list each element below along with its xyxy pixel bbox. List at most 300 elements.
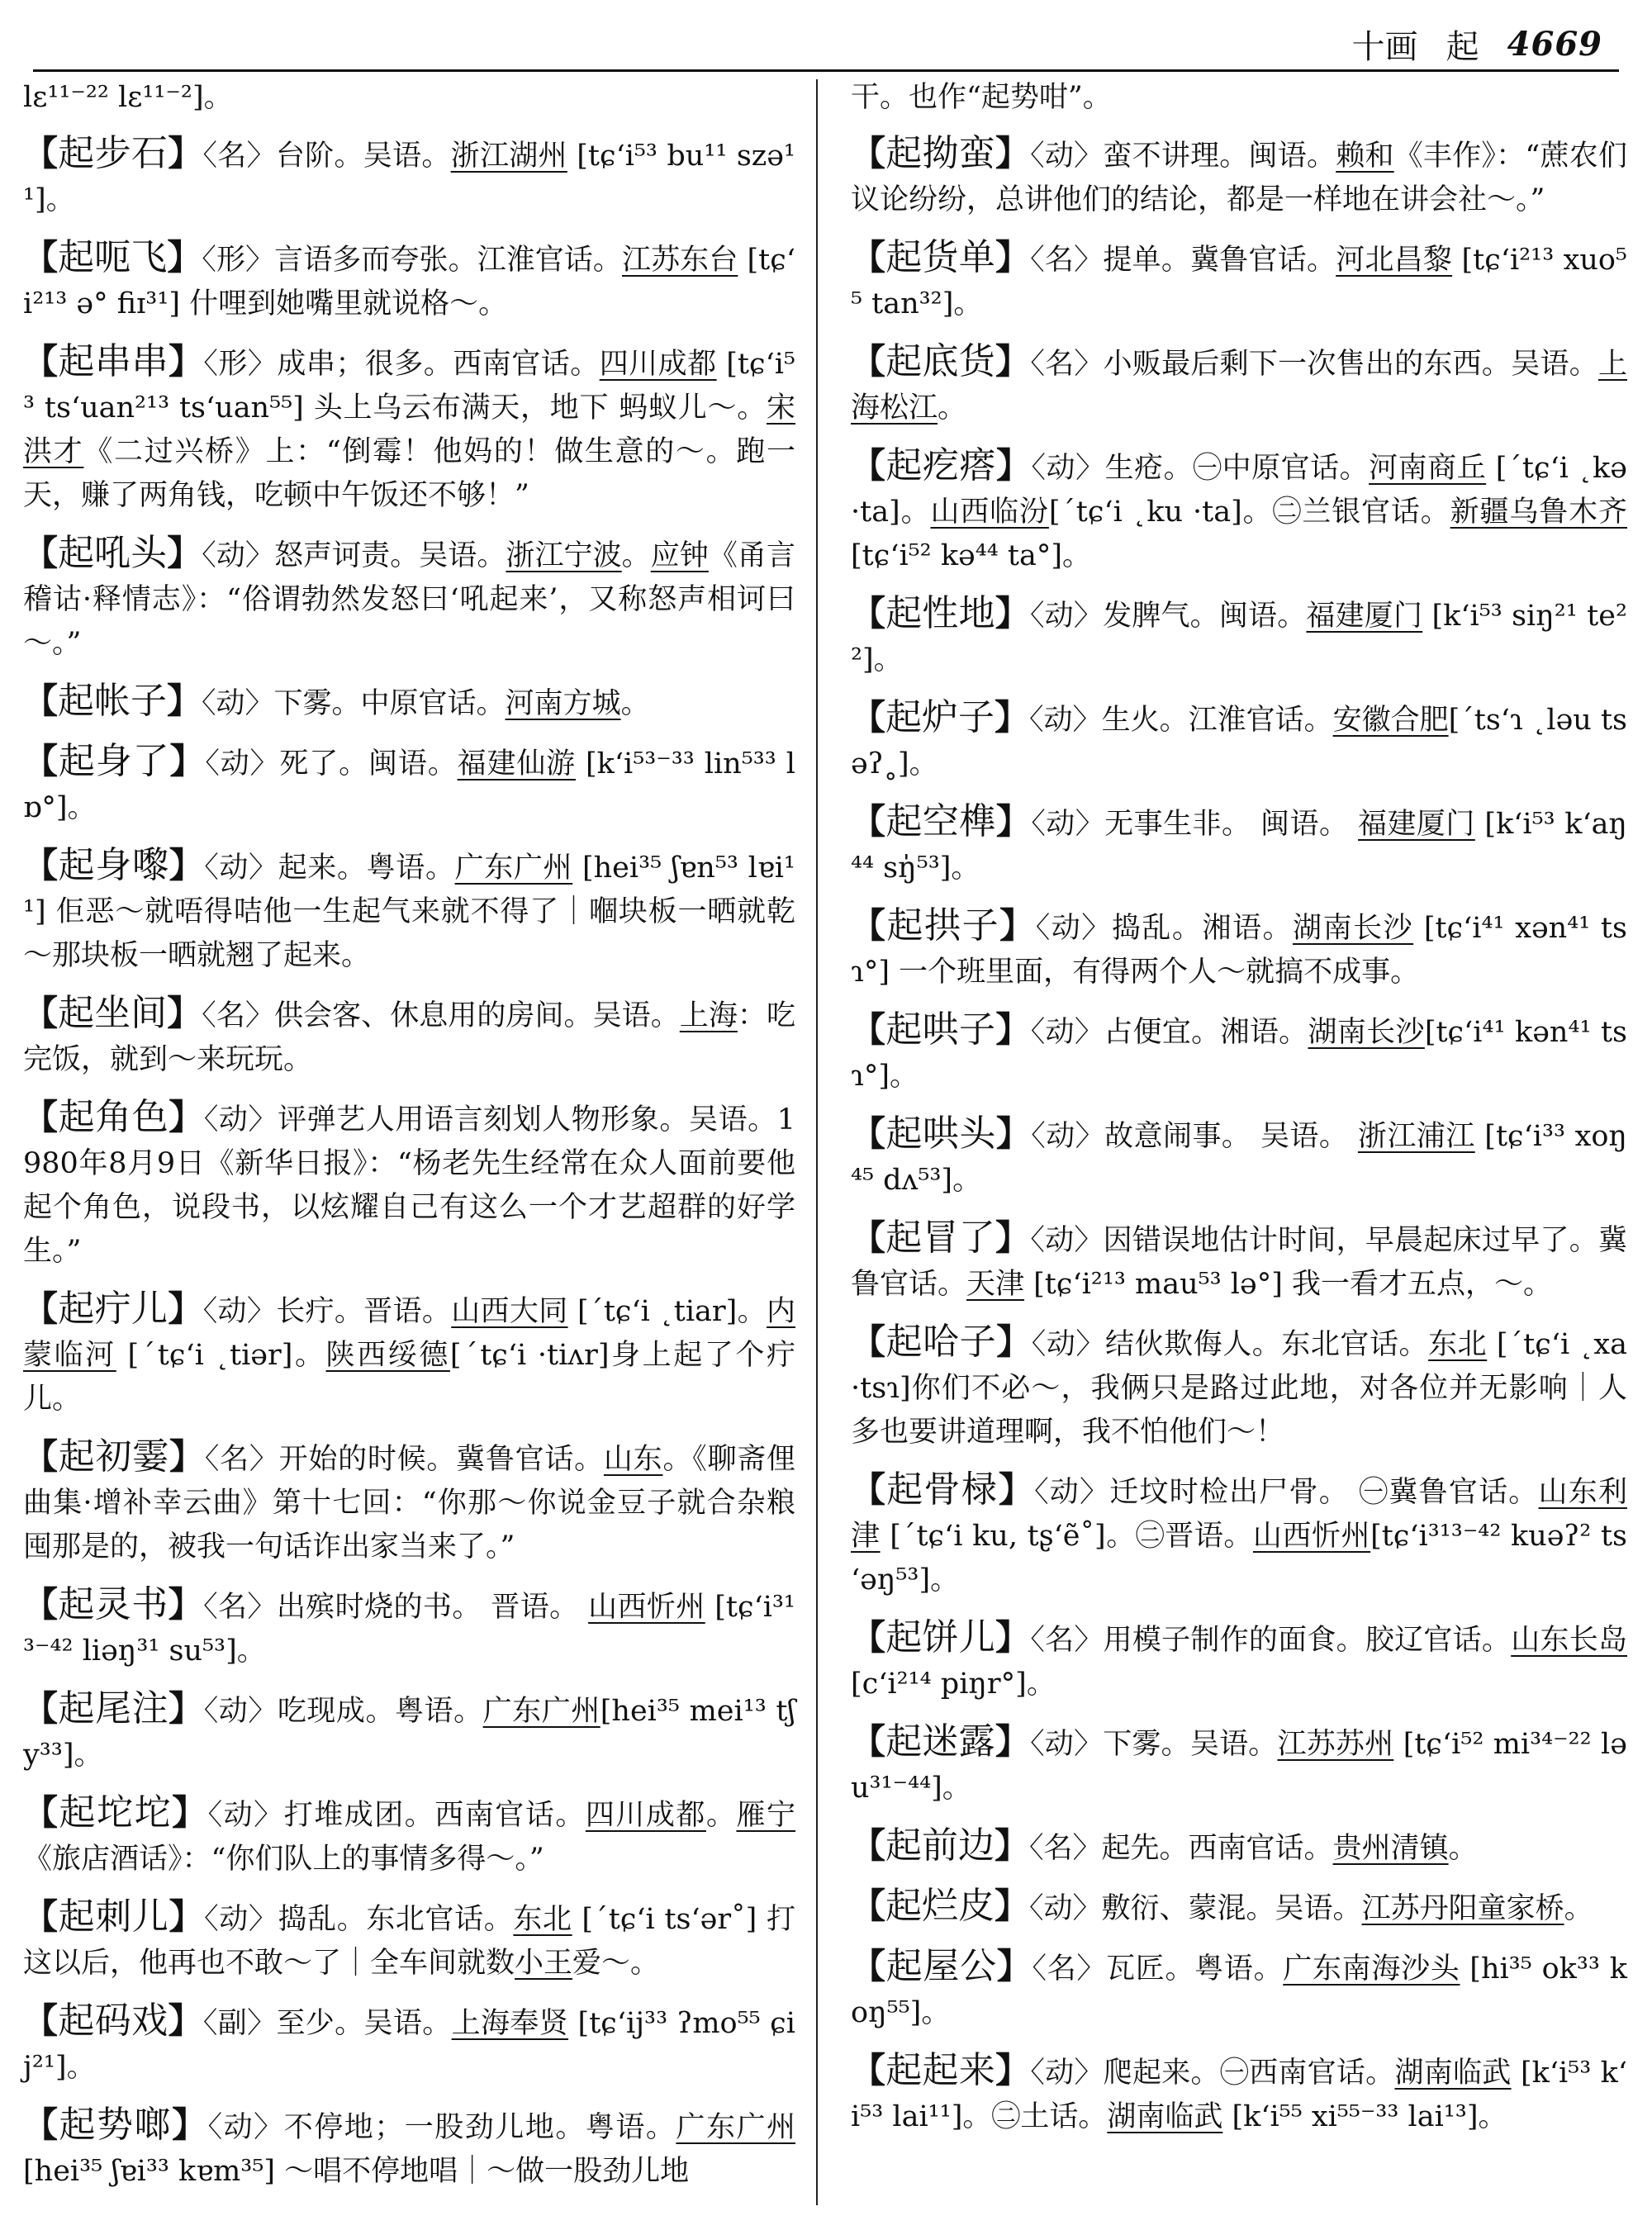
headword: 起迷露: [885, 1720, 995, 1763]
headword: 起坐间: [58, 992, 168, 1034]
part-of-speech: 〈名〉: [1030, 1624, 1104, 1657]
headword-bracket-open: 【: [23, 237, 59, 278]
dictionary-entry: [851, 339, 1627, 430]
dialect-location: 内蒙临河: [23, 1295, 795, 1372]
headword-bracket-close: 】: [995, 133, 1031, 173]
headword-bracket-open: 【: [23, 341, 59, 382]
headword: 起前边: [885, 1824, 995, 1867]
dictionary-entry: [851, 1720, 1627, 1810]
headword-bracket-close: 】: [995, 1217, 1031, 1258]
headword: 起势啷: [59, 2104, 173, 2146]
dialect-location: 赖和: [1336, 140, 1394, 173]
headword-bracket-open: 【: [23, 2000, 59, 2041]
entry-text: [tɕʻi⁵² mi³⁴⁻²² ləu³¹⁻⁴⁴]。: [851, 1728, 1627, 1805]
dialect-location: 山西大同: [451, 1295, 568, 1328]
headword: 起身了: [58, 740, 170, 782]
dictionary-entry: [23, 843, 795, 978]
headword-bracket-open: 【: [23, 1896, 59, 1937]
headword-bracket-close: 】: [995, 801, 1032, 842]
dialect-location: 湖南长沙: [1293, 912, 1414, 945]
headword: 起尾注: [58, 1687, 169, 1729]
entry-text: [tɕʻi³³ xoŋ⁴⁵ dʌ⁵³]。: [851, 1120, 1627, 1197]
headword-bracket-close: 】: [995, 697, 1030, 738]
headword-bracket-open: 【: [851, 237, 886, 278]
entry-text: 下雾。吴语。: [1103, 1728, 1278, 1761]
dialect-location: 湖南临武: [1394, 2057, 1512, 2090]
headword-bracket-close: 】: [995, 1617, 1031, 1658]
part-of-speech: 〈动〉: [203, 1103, 278, 1136]
entry-text: 死了。闽语。: [279, 747, 458, 780]
dialect-location: 上海松江: [851, 348, 1627, 425]
dialect-location: 广东广州: [676, 2111, 795, 2144]
entry-text: 。: [621, 539, 651, 572]
entry-text: 捣乱。湘语。: [1111, 912, 1294, 945]
headword-bracket-close: 】: [996, 1321, 1032, 1362]
entry-text: [kʻi⁵³ kʻi⁵³ lai¹¹]。㊁土话。: [851, 2057, 1627, 2133]
entry-text: 瓦匠。粤语。: [1106, 1952, 1284, 1986]
dictionary-entry: [851, 76, 1627, 120]
dialect-location: 东北: [1428, 1328, 1488, 1361]
dialect-location: 山西忻州: [1252, 1520, 1371, 1553]
headword: 起空榫: [885, 800, 996, 842]
headword: 起拱子: [886, 904, 1000, 947]
entry-text: [tɕʻi⁵³ tsʻuan²¹³ tsʻuan⁵⁵] 头上乌云布满天，地下 蚂蚁儿～。: [23, 348, 795, 425]
headword-bracket-open: 【: [23, 1688, 59, 1729]
entry-text: [hei³⁵ ʃɐn⁵³ lɐi¹¹] 佢恶～就唔得咭他一生起气来就不得了｜嗰块板一晒就乾～那块板一晒就翘了起来。: [23, 852, 795, 972]
headword-bracket-close: 】: [168, 133, 203, 173]
headword: 起饼儿: [885, 1616, 996, 1658]
headword-bracket-close: 】: [169, 1436, 205, 1477]
headword-bracket-open: 【: [23, 1288, 59, 1329]
entry-text: 。《聊斋俚曲集·增补幸云曲》第十七回：“你那～你说金豆子就合杂粮囤那是的，被我一句话诈出家当来了。”: [23, 1443, 795, 1563]
dictionary-entry: [851, 444, 1627, 578]
dialect-location: 贵州清镇: [1332, 1832, 1449, 1865]
headword-bracket-close: 】: [172, 1792, 208, 1833]
headword: 起底货: [885, 340, 996, 382]
part-of-speech: 〈动〉: [205, 747, 280, 780]
dialect-location: 广东广州: [454, 852, 573, 885]
headword-bracket-close: 】: [995, 1886, 1030, 1926]
headword: 起哄头: [885, 1113, 996, 1155]
dialect-location: 宋洪才: [23, 391, 795, 468]
headword-bracket-open: 【: [23, 1097, 59, 1137]
entry-text: [tɕʻi³¹³⁻⁴² liəŋ³¹ su⁵³]。: [23, 1591, 795, 1668]
headword-bracket-open: 【: [23, 1792, 59, 1833]
dialect-location: 雁宁: [736, 1799, 795, 1832]
headword-bracket-open: 【: [851, 2050, 886, 2090]
entry-text: [tɕʻij³³ ʔmo⁵⁵ ɕij²¹]。: [23, 2007, 795, 2084]
headword: 起烂皮: [885, 1885, 995, 1927]
dialect-location: 江苏苏州: [1277, 1728, 1394, 1761]
headword-bracket-open: 【: [23, 741, 59, 781]
part-of-speech: 〈动〉: [1030, 1016, 1104, 1049]
entry-text: 无事生非。 闽语。: [1104, 808, 1358, 841]
entry-text: 提单。冀鲁官话。: [1103, 244, 1336, 277]
entry-text: 《甬言稽诂·释情志》：“俗谓勃然发怒曰‘吼起来’，又称怒声相诃曰～。”: [23, 539, 795, 660]
entry-text: [ˊtɕʻi ˛ku ·ta]。㊁兰银官话。: [1048, 496, 1450, 529]
dictionary-entry: [851, 904, 1627, 994]
headword-bracket-open: 【: [23, 1584, 59, 1625]
dialect-location: 上海: [679, 999, 738, 1032]
entry-text: 长疔。晋语。: [276, 1295, 452, 1328]
headword-bracket-close: 】: [169, 741, 206, 781]
entry-text: [ˊtɕʻi ku, tʂʻẽ˚]。㊁晋语。: [880, 1520, 1253, 1553]
headword: 起骨椂: [886, 1468, 999, 1511]
headword-bracket-close: 】: [168, 341, 204, 382]
entry-text: [tɕʻi⁵² kə⁴⁴ ta°]。: [851, 539, 1092, 572]
entry-text: 生火。江淮官话。: [1101, 704, 1333, 737]
entry-text: 干。也作“起势咁”。: [851, 81, 1112, 114]
dialect-location: 天津: [966, 1268, 1025, 1301]
headword-bracket-close: 】: [168, 2000, 203, 2041]
dialect-location: 山东: [603, 1443, 663, 1476]
headword-bracket-open: 【: [851, 801, 886, 842]
entry-text: [ˊtɕʻi ˛xa ·tsɿ]你们不必～，我俩只是路过此地，对各位并无影响｜人多也要讲道理啊，我不怕他们～！: [851, 1328, 1627, 1449]
entry-text: 成串；很多。西南官话。: [277, 348, 600, 381]
entry-text: 用模子制作的面食。胶辽官话。: [1103, 1624, 1512, 1657]
dictionary-entry: [851, 1112, 1627, 1203]
part-of-speech: 〈动〉: [1031, 808, 1105, 841]
headword: 起初霎: [58, 1435, 170, 1478]
part-of-speech: 〈动〉: [207, 1799, 284, 1832]
part-of-speech: 〈名〉: [1032, 1952, 1107, 1986]
dialect-location: 河南商丘: [1369, 452, 1487, 485]
dialect-location: 福建仙游: [457, 747, 577, 780]
left-column: [23, 76, 795, 2207]
headword: 起哈子: [885, 1321, 997, 1363]
entry-text: 怒声诃责。吴语。: [273, 539, 506, 572]
headword: 起疔儿: [58, 1288, 169, 1330]
dictionary-entry: [851, 1616, 1627, 1706]
dialect-location: 河南方城: [505, 687, 621, 720]
entry-text: 起先。西南官话。: [1101, 1832, 1333, 1865]
part-of-speech: 〈动〉: [1031, 1328, 1105, 1361]
entry-text: [ˊtɕʻi ·tiʌr]身上起了个疔儿。: [23, 1339, 795, 1416]
entry-text: 小贩最后剩下一次售出的东西。吴语。: [1103, 348, 1598, 381]
headword-bracket-open: 【: [851, 1321, 886, 1362]
dialect-location: 福建厦门: [1358, 808, 1475, 841]
part-of-speech: 〈动〉: [1029, 704, 1102, 737]
dictionary-entry: [851, 591, 1627, 682]
headword-bracket-open: 【: [851, 1469, 887, 1510]
headword: 起性地: [885, 592, 995, 634]
headword-bracket-open: 【: [23, 133, 59, 173]
headword: 起货单: [885, 236, 995, 278]
headword-bracket-close: 】: [995, 1113, 1032, 1154]
headword: 起呃飞: [58, 236, 168, 278]
entry-text: [tɕʻi³¹³⁻⁴² kuəʔ² tsʻəŋ⁵³]。: [851, 1520, 1627, 1597]
dialect-location: 湖南临武: [1107, 2100, 1223, 2133]
dictionary-entry: [23, 531, 795, 666]
headword: 起码戏: [58, 2000, 169, 2042]
dictionary-entry: [23, 739, 795, 830]
entry-text: 爱～。: [572, 1947, 660, 1980]
dictionary-entry: [23, 1435, 795, 1569]
section-label: 十画: [1351, 27, 1418, 66]
dictionary-entry: [851, 2048, 1627, 2139]
entry-text: 言语多而夸张。江淮官话。: [274, 244, 623, 277]
entry-text: 因错误地估计时间，早晨起床过早了。冀鲁官话。: [851, 1224, 1627, 1301]
entry-text: [tɕʻi⁵³ bu¹¹ szə¹¹]。: [23, 140, 795, 216]
dialect-location: 陕西绥德: [325, 1339, 450, 1372]
headword-bracket-close: 】: [169, 845, 205, 885]
part-of-speech: 〈副〉: [202, 2007, 277, 2040]
part-of-speech: 〈名〉: [1029, 1832, 1102, 1865]
dialect-location: 河北昌黎: [1336, 244, 1453, 277]
entry-text: 捣乱。东北官话。: [278, 1903, 514, 1936]
entry-text: 故意闹事。 吴语。: [1104, 1120, 1358, 1153]
dictionary-entry: [851, 799, 1627, 890]
entry-text: [ˊtɕʻi ˛kə ·ta]。: [851, 452, 1627, 529]
right-column: [851, 76, 1627, 2152]
entry-text: 。: [705, 1799, 737, 1832]
part-of-speech: 〈形〉: [203, 348, 278, 381]
dialect-location: 山西临汾: [930, 496, 1049, 529]
headword-bracket-open: 【: [851, 697, 886, 738]
headword-bracket-close: 】: [995, 2050, 1031, 2090]
entry-text: [tɕʻi⁴¹ kən⁴¹ tsɿ°]。: [851, 1016, 1627, 1093]
dialect-location: 四川成都: [599, 348, 717, 381]
entry-text: 打堆成团。西南官话。: [283, 1799, 586, 1832]
entry-text: [kʻi⁵³ siŋ²¹ te²²]。: [851, 600, 1627, 676]
part-of-speech: 〈动〉: [207, 2111, 284, 2144]
entry-text: 下雾。中原官话。: [273, 687, 506, 720]
headword-bracket-open: 【: [851, 1617, 886, 1658]
headword: 起疙瘩: [885, 444, 997, 486]
headword-bracket-close: 】: [168, 1584, 204, 1625]
entry-text: 占便宜。湘语。: [1104, 1016, 1308, 1049]
headword: 起冒了: [885, 1217, 996, 1259]
headword-bracket-close: 】: [169, 1097, 204, 1137]
dictionary-entry: [851, 1944, 1627, 2035]
dictionary-entry: [851, 1824, 1627, 1871]
headword: 起角色: [58, 1096, 169, 1138]
dictionary-entry: [23, 679, 795, 726]
headword-bracket-close: 】: [995, 1009, 1031, 1050]
headword-bracket-open: 【: [23, 681, 59, 721]
dictionary-entry: [23, 1687, 795, 1777]
entry-text: [ˊtsʻɿ ˛ləu tsəʔ˳]。: [851, 704, 1627, 780]
headword-bracket-close: 】: [169, 1688, 204, 1729]
entry-text: 。: [1448, 1832, 1478, 1865]
headword-bracket-open: 【: [23, 845, 59, 885]
part-of-speech: 〈动〉: [1029, 600, 1104, 633]
entry-text: 《旅店酒话》：“你们队上的事情多得～。”: [23, 1843, 544, 1876]
dictionary-entry: [851, 131, 1627, 222]
headword-bracket-open: 【: [851, 1886, 886, 1926]
dialect-location: 安徽合肥: [1332, 704, 1449, 737]
dialect-location: 小王: [515, 1947, 573, 1980]
dialect-location: 浙江湖州: [450, 140, 567, 173]
entry-text: 《丰作》：“蔗农们议论纷纷，总讲他们的结论，都是一样地在讲会社～。”: [851, 140, 1627, 216]
headword-bracket-close: 】: [995, 1825, 1030, 1866]
dictionary-entry: [23, 991, 795, 1082]
headword: 起步石: [58, 132, 169, 174]
header-rule: [33, 69, 1619, 72]
entry-text: [kʻi⁵³⁻³³ lin⁵³³ lɒ°]。: [23, 747, 795, 824]
entry-text: 结伙欺侮人。东北官话。: [1104, 1328, 1429, 1361]
headword-bracket-close: 】: [998, 1469, 1035, 1510]
dictionary-entry: [23, 76, 795, 120]
headword: 起炉子: [885, 696, 995, 738]
dictionary-entry: [851, 1008, 1627, 1098]
entry-text: 吃现成。粤语。: [277, 1695, 483, 1728]
entry-text: 不停地；一股劲儿地。粤语。: [283, 2111, 676, 2144]
dictionary-entry: [851, 235, 1627, 326]
headword-bracket-close: 】: [995, 593, 1030, 633]
entry-text: lɛ¹¹⁻²² lɛ¹¹⁻²]。: [23, 81, 233, 114]
headword-bracket-open: 【: [851, 445, 886, 486]
part-of-speech: 〈动〉: [203, 1695, 278, 1728]
dictionary-entry: [23, 339, 795, 518]
headword-bracket-close: 】: [995, 237, 1031, 278]
part-of-speech: 〈名〉: [202, 999, 274, 1032]
entry-text: [ˊtɕʻi ˛tiar]。: [567, 1295, 767, 1328]
dialect-location: 新疆乌鲁木齐: [1450, 496, 1627, 529]
headword: 起帐子: [58, 680, 168, 722]
dialect-location: 山西忻州: [588, 1591, 705, 1624]
dictionary-entry: [23, 1582, 795, 1673]
headword-bracket-open: 【: [851, 593, 886, 633]
part-of-speech: 〈名〉: [204, 1443, 279, 1476]
entry-text: 爬起来。㊀西南官话。: [1103, 2057, 1395, 2090]
headword-bracket-close: 】: [999, 905, 1036, 946]
entry-text: 起来。粤语。: [278, 852, 455, 885]
dialect-location: 浙江宁波: [506, 539, 622, 572]
headword-bracket-close: 】: [995, 1721, 1031, 1762]
entry-text: [hi³⁵ ok³³ koŋ⁵⁵]。: [851, 1952, 1627, 2029]
headword-bracket-open: 【: [23, 533, 59, 573]
headword-bracket-open: 【: [851, 1946, 886, 1986]
dictionary-entry: [23, 2103, 795, 2194]
part-of-speech: 〈动〉: [1030, 2057, 1104, 2090]
part-of-speech: 〈动〉: [204, 852, 278, 885]
part-of-speech: 〈名〉: [1030, 244, 1104, 277]
headword: 起吼头: [58, 532, 168, 574]
dictionary-entry: [851, 1468, 1627, 1602]
headword-bracket-close: 】: [168, 1288, 203, 1329]
entry-text: 出殡时烧的书。 晋语。: [276, 1591, 589, 1624]
dictionary-entry: [23, 1287, 795, 1421]
entry-text: 供会客、休息用的房间。吴语。: [273, 999, 680, 1032]
entry-text: [hei³⁵ mei¹³ tʃy³³]。: [23, 1695, 795, 1772]
dialect-location: 浙江浦江: [1357, 1120, 1475, 1153]
dialect-location: 上海奉贤: [451, 2007, 569, 2040]
part-of-speech: 〈动〉: [1031, 1120, 1105, 1153]
entry-text: 评弹艺人用语言刻划人物形象。吴语。1980年8月9日《新华日报》：“杨老先生经常在众人面前要他起个角色，说段书，以炫耀自己有这么一个才艺超群的好学生。”: [23, 1103, 795, 1268]
entry-text: 台阶。吴语。: [275, 140, 451, 173]
headword-bracket-open: 【: [23, 993, 59, 1033]
entry-text: 发脾气。闽语。: [1103, 600, 1307, 633]
radical-label: 起: [1446, 27, 1479, 66]
entry-text: [tɕʻi²¹³ mau⁵³ lə°] 我一看才五点，～。: [1024, 1268, 1552, 1301]
entry-text: [tɕʻi²¹³ ə° fiɪ³¹] 什哩到她嘴里就说格～。: [23, 244, 795, 320]
part-of-speech: 〈形〉: [202, 244, 275, 277]
headword-bracket-open: 【: [851, 905, 887, 946]
dictionary-entry: [23, 235, 795, 326]
headword: 起哄子: [885, 1008, 996, 1051]
headword: 起屋公: [885, 1945, 997, 1987]
part-of-speech: 〈动〉: [202, 539, 274, 572]
dialect-location: 江苏丹阳童家桥: [1361, 1892, 1564, 1925]
part-of-speech: 〈动〉: [1029, 1892, 1102, 1925]
dictionary-entry: [23, 1999, 795, 2090]
dictionary-entry: [23, 1895, 795, 1986]
part-of-speech: 〈动〉: [1035, 912, 1112, 945]
part-of-speech: 〈名〉: [202, 140, 276, 173]
entry-text: 至少。吴语。: [276, 2007, 452, 2040]
headword-bracket-close: 】: [167, 681, 202, 721]
entry-text: 生疮。㊀中原官话。: [1104, 452, 1370, 485]
headword-bracket-open: 【: [851, 1113, 886, 1154]
headword-bracket-close: 】: [167, 237, 202, 278]
dialect-location: 山东长岛: [1511, 1624, 1627, 1657]
headword-bracket-close: 】: [167, 993, 202, 1033]
dialect-location: 应钟: [650, 539, 709, 572]
headword-bracket-close: 】: [169, 1896, 205, 1937]
entry-text: [hei³⁵ ʃɐi³³ kɐm³⁵] ～唱不停地唱｜～做一股劲儿地: [23, 2155, 690, 2188]
part-of-speech: 〈动〉: [1030, 140, 1104, 173]
entry-text: 开始的时候。冀鲁官话。: [278, 1443, 604, 1476]
headword-bracket-close: 】: [995, 341, 1031, 382]
part-of-speech: 〈动〉: [204, 1903, 278, 1936]
dialect-location: 山东利津: [851, 1476, 1627, 1553]
column-divider: [816, 79, 818, 2205]
page-header: [33, 15, 1602, 73]
headword-bracket-open: 【: [851, 1217, 886, 1258]
part-of-speech: 〈动〉: [1030, 1224, 1104, 1257]
entry-text: 迁坟时检出尸骨。 ㊀冀鲁官话。: [1109, 1476, 1539, 1509]
part-of-speech: 〈名〉: [203, 1591, 277, 1624]
entry-text: [tɕʻi⁴¹ xən⁴¹ tsɿ°] 一个班里面，有得两个人～就搞不成事。: [851, 912, 1627, 989]
headword: 起坨坨: [59, 1791, 173, 1834]
entry-text: ：吃完饭，就到～来玩玩。: [23, 999, 795, 1076]
headword: 起串串: [58, 340, 169, 382]
headword-bracket-open: 【: [851, 1009, 886, 1050]
headword-bracket-open: 【: [851, 133, 886, 173]
headword-bracket-close: 】: [996, 445, 1032, 486]
entry-text: 《二过兴桥》上：“倒霉！他妈的！做生意的～。跑一天，赚了两角钱，吃顿中午饭还不够！”: [23, 435, 795, 512]
headword-bracket-open: 【: [851, 1825, 886, 1866]
headword: 起身嚟: [58, 844, 169, 886]
headword: 起起来: [885, 2049, 996, 2091]
dictionary-entry: [23, 1095, 795, 1274]
entry-text: 蛮不讲理。闽语。: [1103, 140, 1336, 173]
headword-bracket-open: 【: [23, 1436, 59, 1477]
headword-bracket-close: 】: [167, 533, 202, 573]
dialect-location: 广东广州: [482, 1695, 601, 1728]
part-of-speech: 〈动〉: [1030, 1728, 1104, 1761]
entry-text: [cʻi²¹⁴ piŋr°]。: [851, 1668, 1056, 1701]
headword-bracket-open: 【: [851, 341, 886, 382]
entry-text: 。: [938, 391, 967, 425]
part-of-speech: 〈动〉: [202, 1295, 277, 1328]
dictionary-entry: [851, 695, 1627, 786]
page-number: 4669: [1507, 24, 1602, 64]
entry-text: [tɕʻi²¹³ xuo⁵⁵ tan³²]。: [851, 244, 1627, 320]
part-of-speech: 〈动〉: [1034, 1476, 1110, 1509]
headword: 起灵书: [58, 1583, 169, 1625]
headword-bracket-close: 】: [996, 1946, 1032, 1986]
dialect-location: 湖南长沙: [1308, 1016, 1425, 1049]
headword-bracket-open: 【: [851, 1721, 886, 1762]
entry-text: [kʻi⁵⁵ xi⁵⁵⁻³³ lai¹³]。: [1222, 2100, 1507, 2133]
dialect-location: 广东南海沙头: [1283, 1952, 1460, 1986]
part-of-speech: 〈名〉: [1030, 348, 1104, 381]
dictionary-entry: [851, 1320, 1627, 1454]
part-of-speech: 〈动〉: [202, 687, 274, 720]
headword: 起刺儿: [58, 1896, 169, 1938]
